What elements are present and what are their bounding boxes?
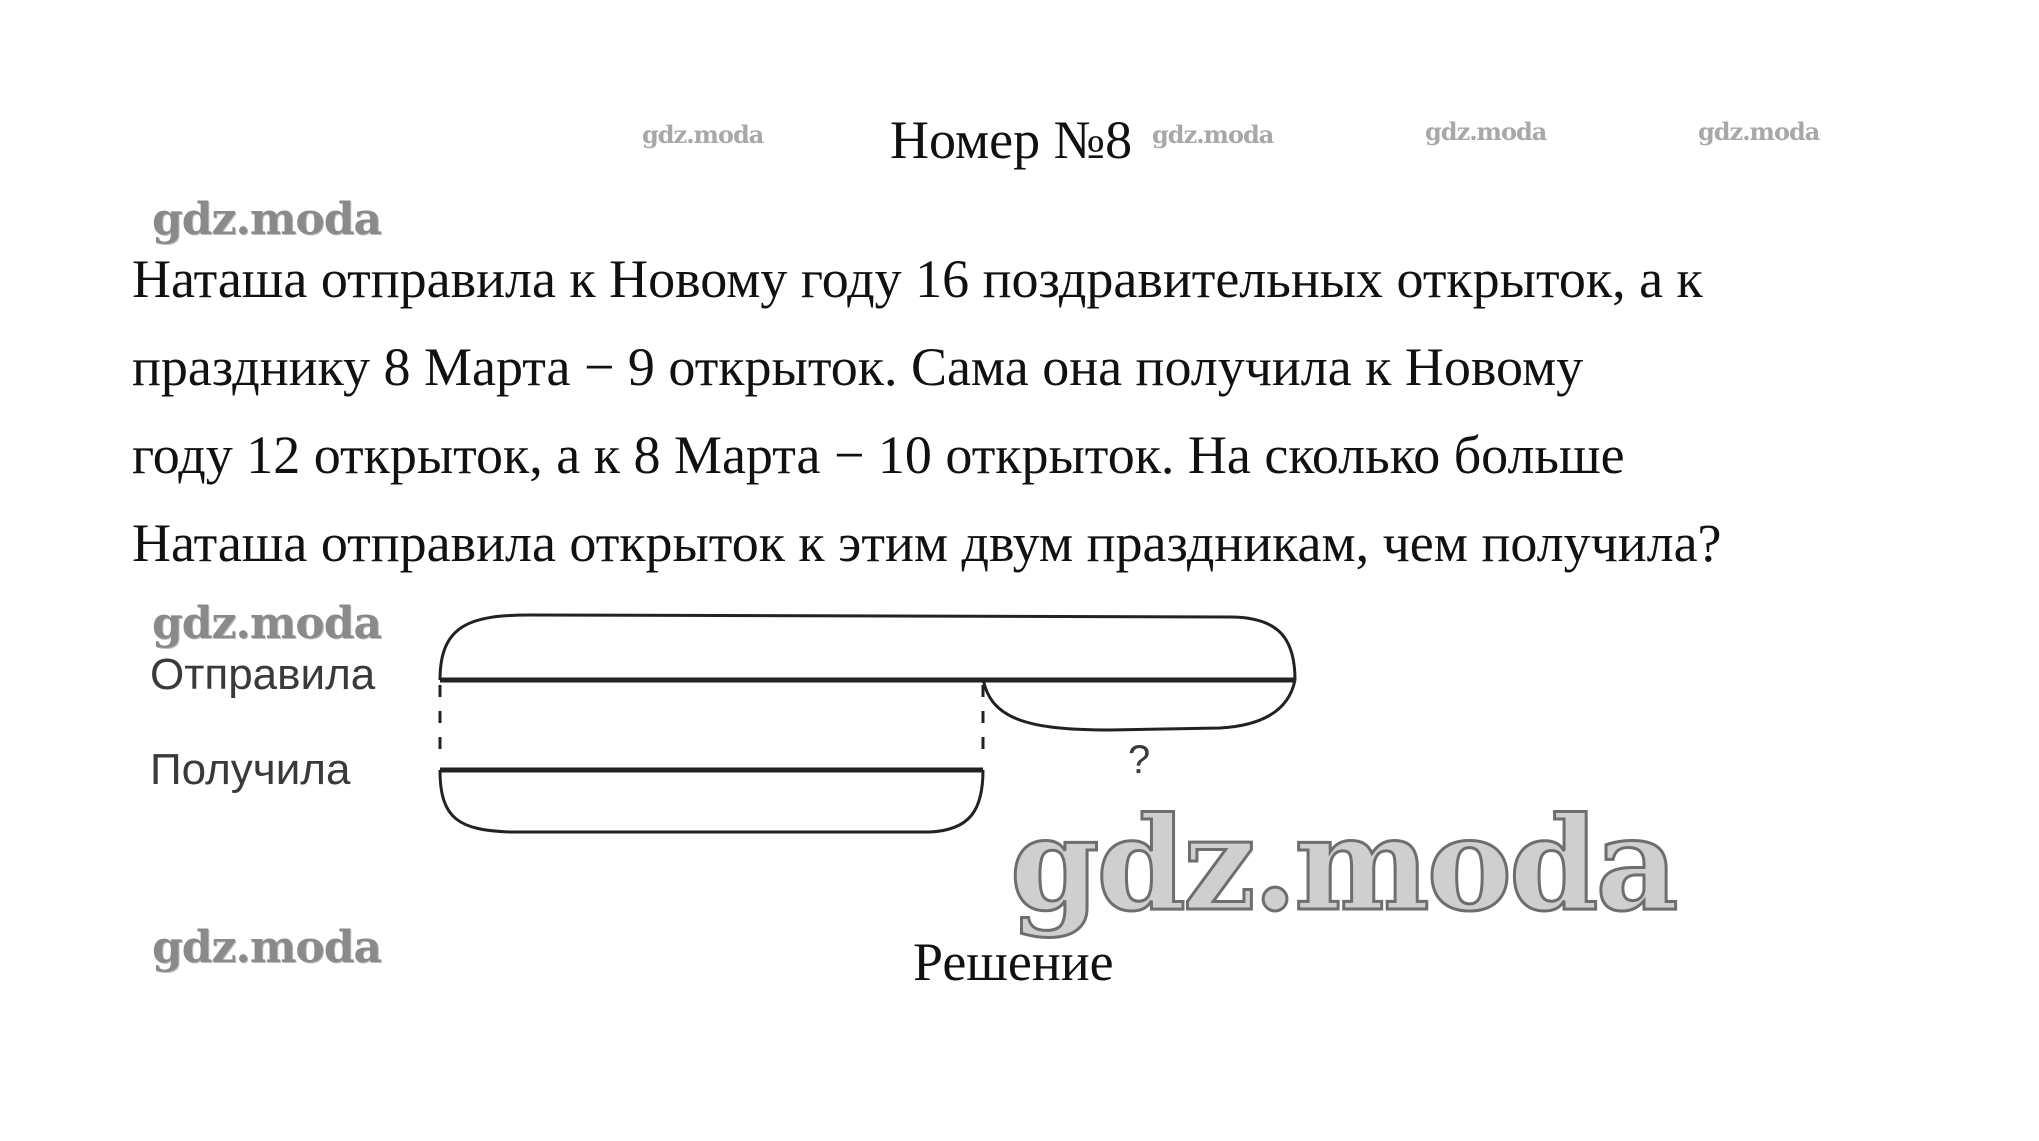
watermark: gdz.moda: [152, 922, 382, 973]
page-title: Номер №8: [890, 110, 1133, 170]
watermark: gdz.moda: [1698, 117, 1820, 146]
watermark: gdz.moda: [152, 598, 382, 649]
problem-line: празднику 8 Марта − 9 открыток. Сама она получила к Новому: [132, 337, 1584, 397]
watermark: gdz.moda: [642, 120, 764, 149]
received-total-brace: [440, 770, 983, 832]
sent-label: Отправила: [150, 650, 376, 699]
watermark: gdz.moda: [152, 194, 382, 245]
sent-total-brace: [440, 615, 1295, 680]
solution-heading: Решение: [913, 932, 1114, 992]
question-mark: ?: [1128, 738, 1151, 782]
received-label: Получила: [150, 745, 351, 794]
watermark-large: gdz.moda: [1010, 790, 1676, 940]
difference-brace: [983, 678, 1295, 730]
problem-text: [132, 235, 2012, 587]
problem-line: Наташа отправила открыток к этим двум праздникам, чем получила?: [132, 513, 1722, 573]
problem-line: году 12 открыток, а к 8 Марта − 10 открыток. На сколько больше: [132, 425, 1625, 485]
problem-line: Наташа отправила к Новому году 16 поздравительных открыток, а к: [132, 249, 1703, 309]
watermark: gdz.moda: [1152, 120, 1274, 149]
watermark: gdz.moda: [1425, 117, 1547, 146]
